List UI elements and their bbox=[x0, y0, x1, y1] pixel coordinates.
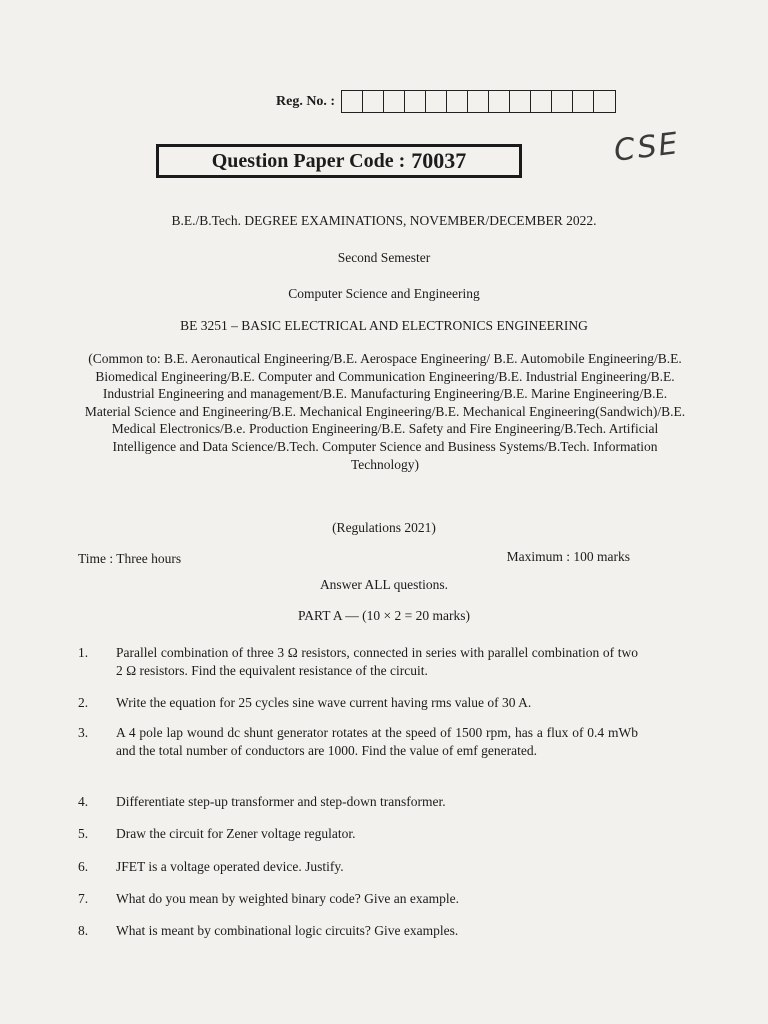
question-text: Draw the circuit for Zener voltage regulator. bbox=[116, 826, 356, 841]
reg-no-digit-box bbox=[552, 91, 573, 112]
reg-no-digit-box bbox=[405, 91, 426, 112]
reg-no-digit-box bbox=[489, 91, 510, 112]
time-allowed: Time : Three hours bbox=[78, 551, 182, 566]
reg-no-digit-box bbox=[363, 91, 384, 112]
degree-line: B.E./B.Tech. DEGREE EXAMINATIONS, NOVEMBER/DECEMBER 2022. bbox=[171, 213, 597, 228]
reg-no-digit-box bbox=[384, 91, 405, 112]
question-8 bbox=[78, 922, 638, 940]
question-2 bbox=[78, 694, 638, 712]
reg-no-boxes bbox=[341, 90, 616, 113]
question-paper-code-box bbox=[156, 144, 522, 178]
handwritten-note: CSE bbox=[612, 126, 682, 169]
question-text: Parallel combination of three 3 Ω resistors, connected in series with parallel combination of two 2 Ω resistors. Find the equivalent resistance of the circuit. bbox=[116, 645, 638, 678]
reg-no-digit-box bbox=[468, 91, 489, 112]
question-6 bbox=[78, 858, 638, 876]
semester: Second Semester bbox=[337, 250, 431, 265]
question-text: What is meant by combinational logic circuits? Give examples. bbox=[116, 923, 459, 938]
reg-no-digit-box bbox=[426, 91, 447, 112]
department: Computer Science and Engineering bbox=[288, 286, 480, 301]
part-heading: PART A — (10 × 2 = 20 marks) bbox=[298, 608, 470, 623]
reg-no-digit-box bbox=[573, 91, 594, 112]
question-paper-code-value: 70037 bbox=[411, 148, 467, 173]
question-paper-code-label: Question Paper Code : bbox=[211, 149, 406, 172]
question-text: A 4 pole lap wound dc shunt generator rotates at the speed of 1500 rpm, has a flux of 0.4 mWb and the total number of conductors are 1000. Find the value of emf generated. bbox=[116, 725, 638, 758]
reg-no-field bbox=[276, 90, 616, 113]
question-number: 3. bbox=[78, 725, 89, 740]
reg-no-digit-box bbox=[510, 91, 531, 112]
question-3 bbox=[78, 724, 638, 759]
reg-no-digit-box bbox=[594, 91, 615, 112]
question-number: 4. bbox=[78, 794, 89, 809]
question-number: 2. bbox=[78, 695, 89, 710]
question-4 bbox=[78, 793, 638, 811]
question-text: Write the equation for 25 cycles sine wave current having rms value of 30 A. bbox=[116, 695, 532, 710]
question-7 bbox=[78, 890, 638, 908]
common-to-paragraph: (Common to: B.E. Aeronautical Engineering/B.E. Aerospace Engineering/ B.E. Automobile Engineering/B.E. Biomedical Engineering/B.E. Computer and Communication Engineering/B.E. Industrial Engineering/B.E. Industrial Engineering and management/B.E. Manufacturing Engineering/B.E. Marine Engineering/B.E. Material Science and Engineering/B.E. Mechanical Engineering/B.E. Mechanical Engineering(Sandwich)/B.E. Medical Electronics/B.e. Production Engineering/B.E. Safety and Fire Engineering/B.Tech. Artificial Intelligence and Data Science/B.Tech. Computer Science and Business Systems/B.Tech. Information Technology) bbox=[84, 351, 686, 472]
regulations: (Regulations 2021) bbox=[332, 520, 436, 535]
question-1 bbox=[78, 644, 638, 679]
question-5 bbox=[78, 825, 638, 843]
question-text: Differentiate step-up transformer and step-down transformer. bbox=[116, 794, 446, 809]
reg-no-digit-box bbox=[342, 91, 363, 112]
course-title: BE 3251 – BASIC ELECTRICAL AND ELECTRONICS ENGINEERING bbox=[180, 318, 588, 333]
reg-no-digit-box bbox=[531, 91, 552, 112]
question-number: 6. bbox=[78, 859, 89, 874]
question-text: JFET is a voltage operated device. Justify. bbox=[116, 859, 344, 874]
question-number: 7. bbox=[78, 891, 89, 906]
maximum-marks: Maximum : 100 marks bbox=[506, 549, 630, 564]
question-text: What do you mean by weighted binary code? Give an example. bbox=[116, 891, 460, 906]
question-number: 5. bbox=[78, 826, 89, 841]
reg-no-label: Reg. No. : bbox=[276, 93, 336, 109]
instruction: Answer ALL questions. bbox=[319, 577, 449, 592]
question-number: 8. bbox=[78, 923, 89, 938]
reg-no-digit-box bbox=[447, 91, 468, 112]
question-number: 1. bbox=[78, 645, 89, 660]
